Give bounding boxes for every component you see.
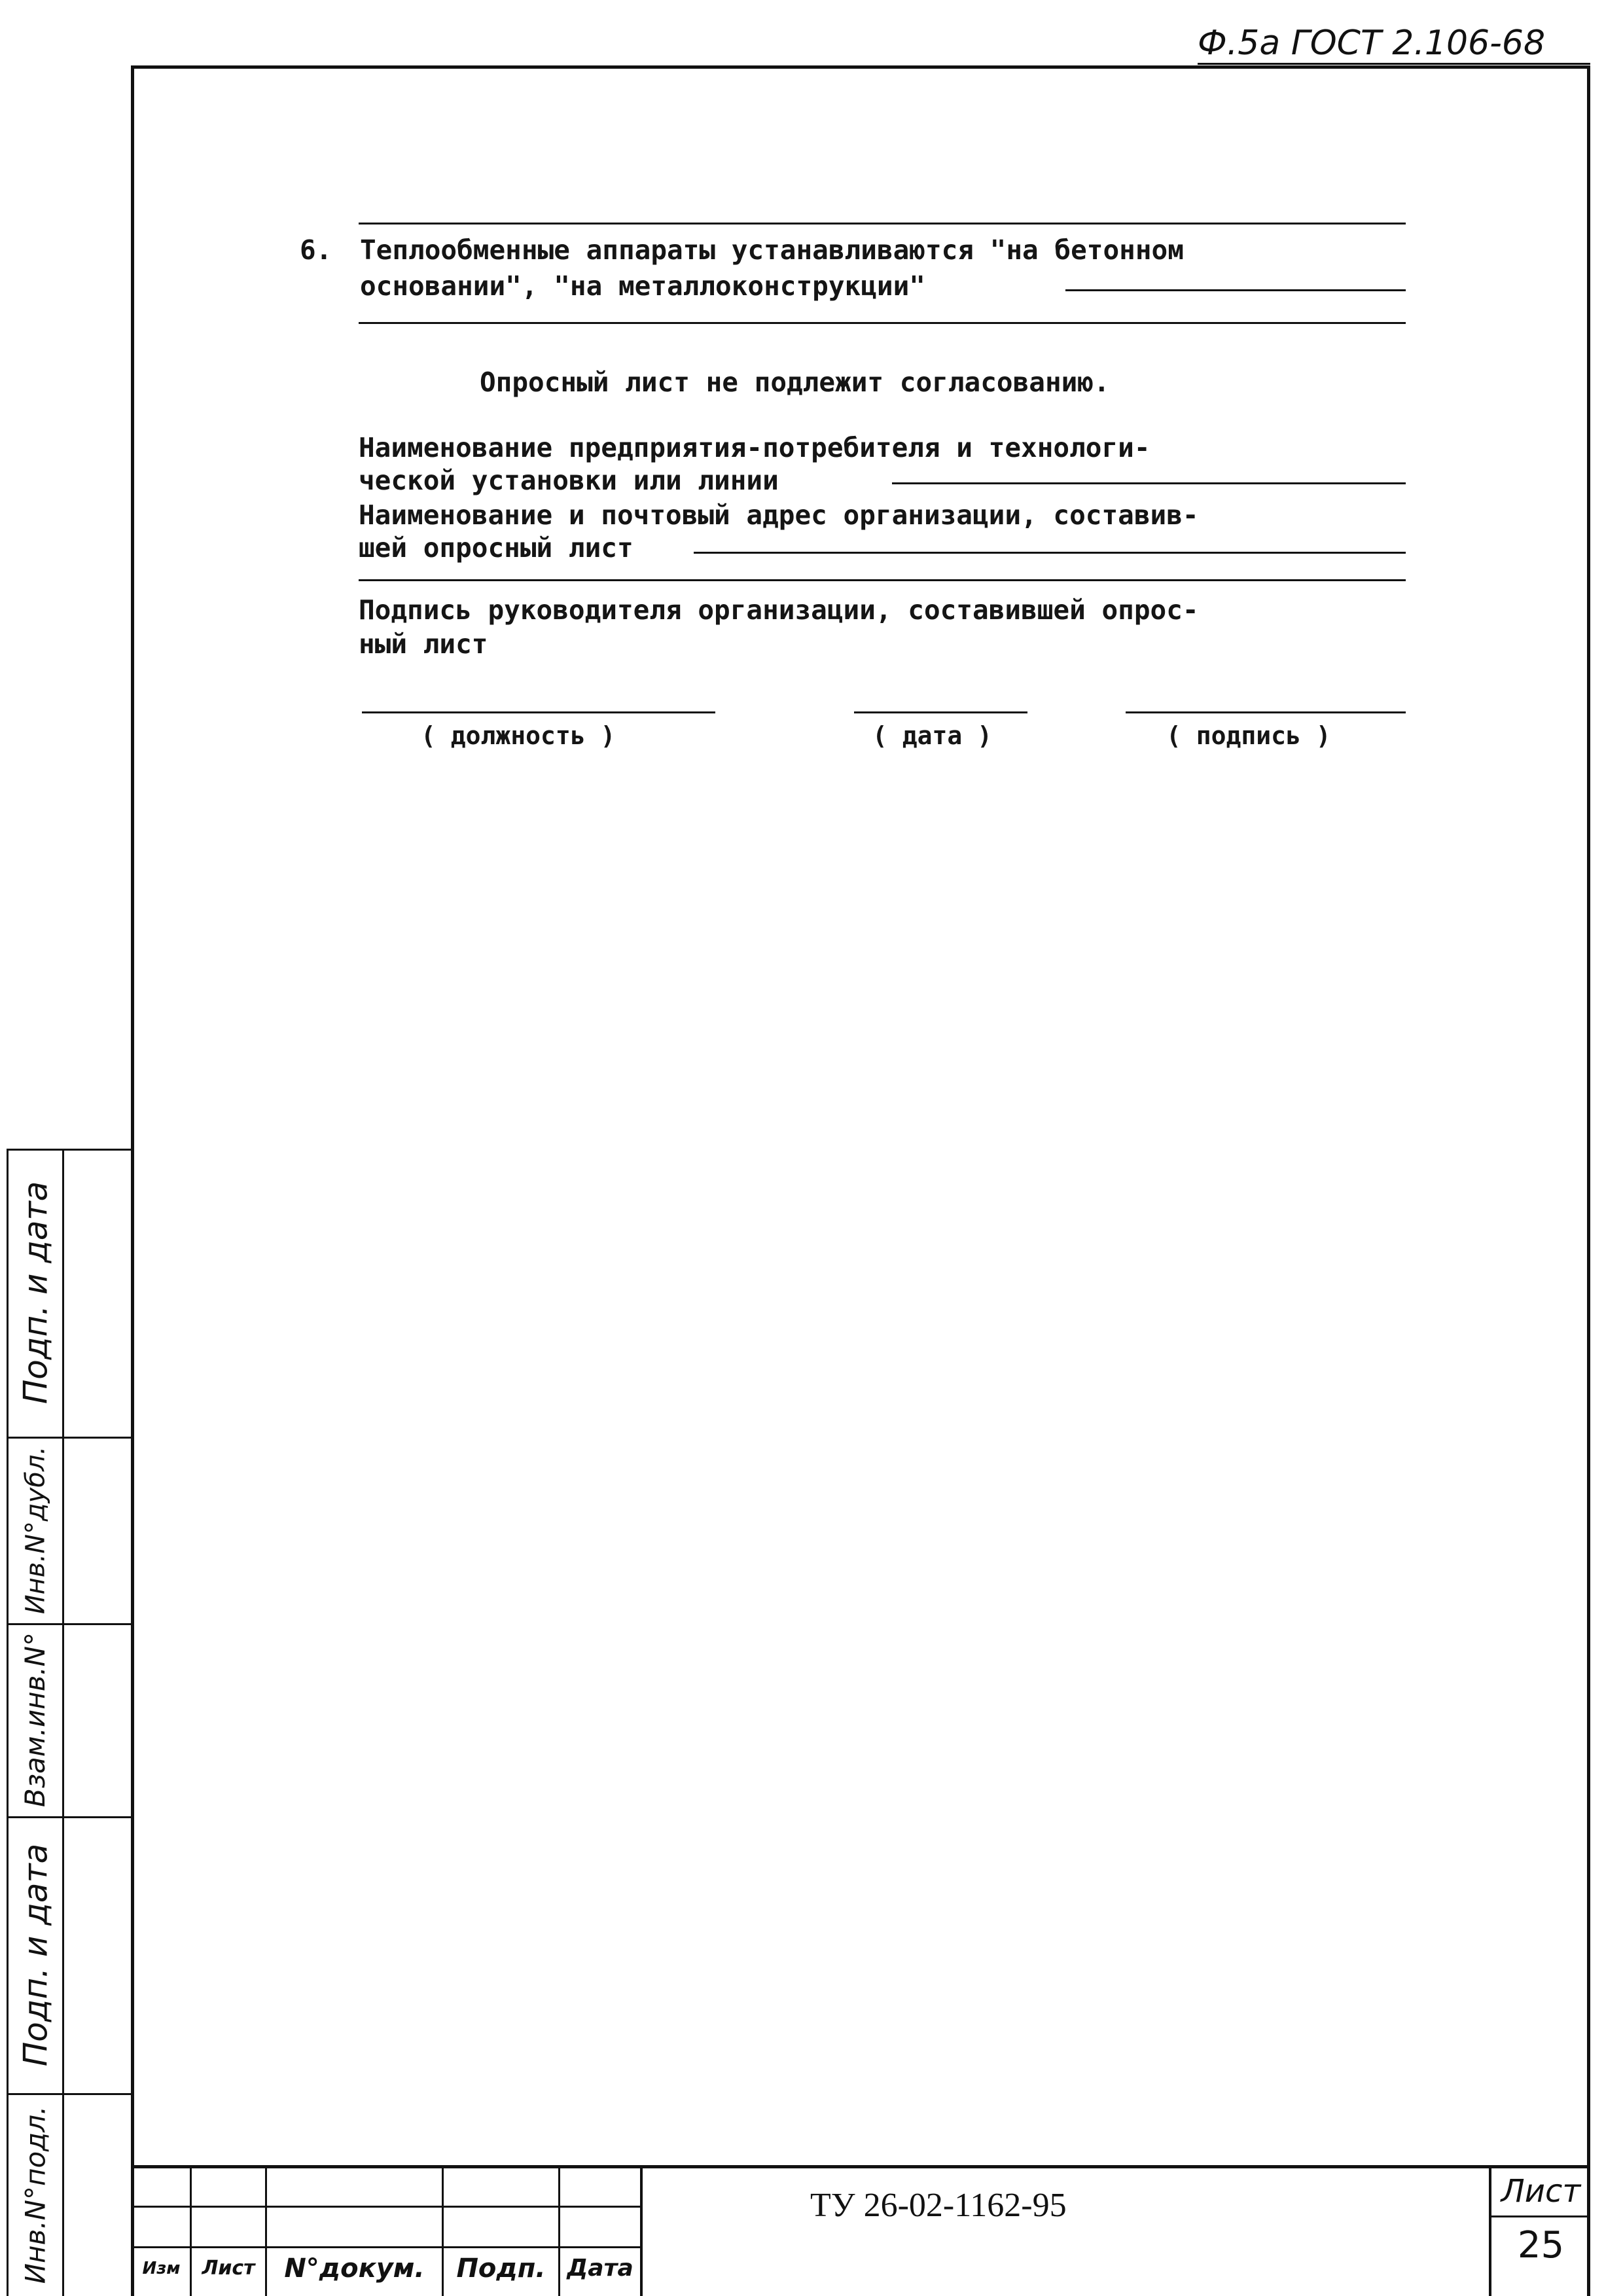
item-6-extra-line <box>359 322 1406 324</box>
form-code-underline <box>1198 63 1590 65</box>
enterprise-line-1: Наименование предприятия-потребителя и технологи- <box>359 432 1150 463</box>
approval-note: Опросный лист не подлежит согласованию. <box>480 367 1110 398</box>
sheet-box-divider <box>1489 2215 1590 2217</box>
side-stamp-cell-sign-date-1 <box>9 1149 62 1437</box>
tb-col-5 <box>640 2165 643 2296</box>
signature-line-1: Подпись руководителя организации, составившей опрос- <box>359 594 1199 626</box>
side-stamp-label: Подп. и дата <box>16 1843 55 2066</box>
item-6-number: 6. <box>300 234 332 266</box>
frame-right <box>1587 65 1590 2296</box>
item-6-line-2: основании", "на металлоконструкции" <box>360 270 925 302</box>
organization-fill-line <box>694 552 1406 554</box>
title-block-top <box>131 2165 1590 2168</box>
tb-label-doc: N°докум. <box>284 2253 425 2284</box>
enterprise-fill-line <box>892 482 1406 484</box>
tb-col-sheet <box>1489 2165 1491 2296</box>
tb-label-sheet: Лист <box>202 2257 255 2280</box>
date-line <box>854 711 1027 713</box>
side-stamp-label: Инв.N°дубл. <box>20 1446 50 1614</box>
doc-number: ТУ 26-02-1162-95 <box>810 2187 1067 2224</box>
signature-line-2: ный лист <box>359 628 488 660</box>
organization-line-2: шей опросный лист <box>359 532 633 564</box>
frame-top <box>131 65 1590 69</box>
sheet-label: Лист <box>1501 2173 1581 2210</box>
sign-caption: ( подпись ) <box>1166 721 1331 750</box>
rule-top <box>359 223 1406 224</box>
side-stamp-left-border <box>7 1149 9 2296</box>
position-caption: ( должность ) <box>421 721 616 750</box>
sheet-number: 25 <box>1517 2224 1565 2267</box>
title-block-sub <box>131 2246 641 2248</box>
organization-line-1: Наименование и почтовый адрес организации, составив- <box>359 499 1199 531</box>
frame-left <box>131 65 134 2296</box>
sign-line <box>1126 711 1406 713</box>
title-block-mid <box>131 2206 641 2208</box>
item-6-fill-line <box>1065 289 1406 291</box>
position-line <box>362 711 715 713</box>
side-stamp-cell-sign-date-2 <box>9 1816 62 2093</box>
side-stamp-label: Инв.N°подл. <box>19 2106 52 2284</box>
tb-label-date: Дата <box>567 2255 633 2282</box>
tb-label-change: Изм <box>142 2259 181 2278</box>
form-code: Ф.5а ГОСТ 2.106-68 <box>1198 24 1546 63</box>
side-stamp-divider <box>62 1149 64 2296</box>
organization-extra-line <box>359 579 1406 581</box>
side-stamp-cell-dup-inv <box>9 1437 62 1623</box>
enterprise-line-2: ческой установки или линии <box>359 465 779 496</box>
side-stamp-label: Взам.инв.N° <box>19 1632 52 1808</box>
side-stamp-cell-orig-inv <box>9 2093 62 2296</box>
item-6-line-1: Теплообменные аппараты устанавливаются "на бетонном <box>360 234 1184 266</box>
side-stamp-label: Подп. и дата <box>16 1181 55 1405</box>
date-caption: ( дата ) <box>872 721 993 750</box>
tb-label-sign: Подп. <box>456 2253 546 2284</box>
side-stamp-cell-replace-inv <box>9 1623 62 1816</box>
